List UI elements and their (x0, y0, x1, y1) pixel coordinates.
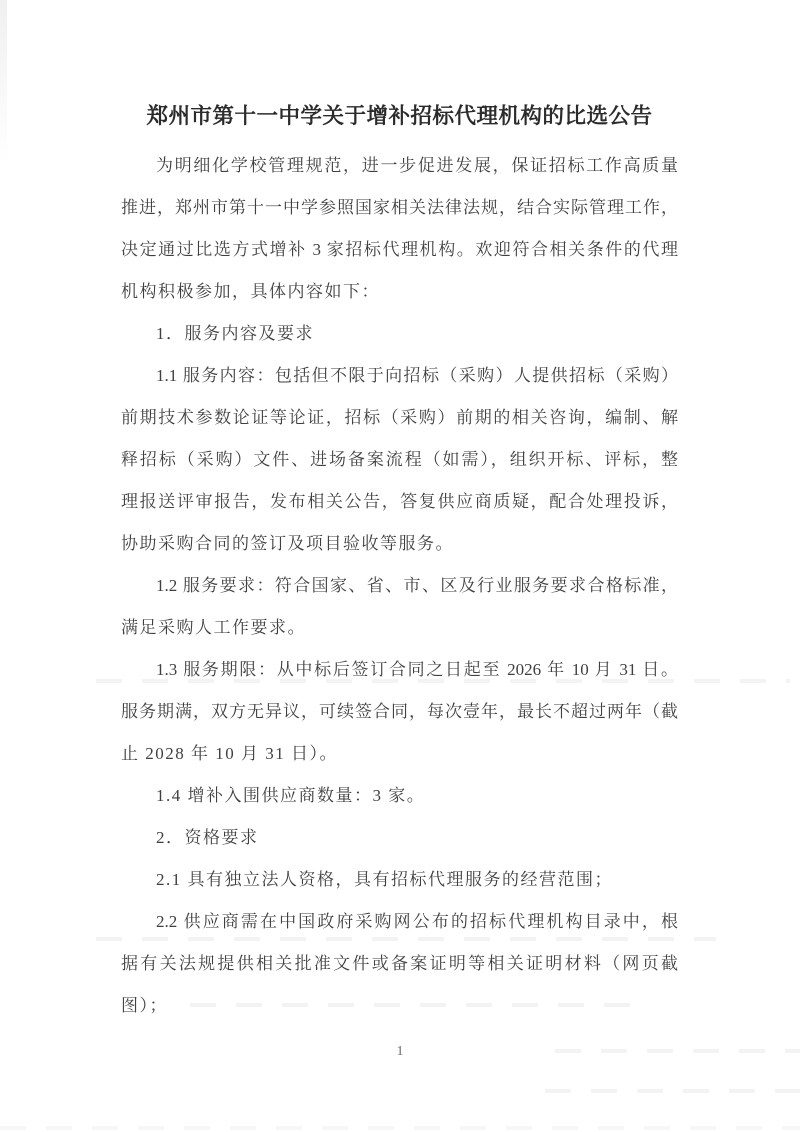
text-line: 服务期满，双方无异议，可续签合同，每次壹年，最长不超过两年（截 (121, 702, 678, 721)
page-number: 1 (396, 1044, 404, 1059)
scan-artifact (190, 1003, 630, 1007)
text-line: 1.2 服务要求：符合国家、省、市、区及行业服务要求合格标准， (156, 576, 678, 595)
text-line: 1.1 服务内容：包括但不限于向招标（采购）人提供招标（采购） (156, 366, 678, 385)
text-line: 为明细化学校管理规范，进一步促进发展，保证招标工作高质量 (156, 156, 678, 175)
text-line: 图）； (121, 996, 168, 1015)
text-line: 推进，郑州市第十一中学参照国家相关法律法规，结合实际管理工作， (121, 198, 678, 217)
text-line: 协助采购合同的签订及项目验收等服务。 (121, 534, 454, 553)
document-body (121, 145, 678, 1027)
section-heading-line: 2．资格要求 (156, 828, 259, 847)
scan-artifact (0, 1126, 800, 1130)
text-line: 2.1 具有独立法人资格，具有招标代理服务的经营范围； (156, 870, 613, 889)
text-line: 2.2 供应商需在中国政府采购网公布的招标代理机构目录中，根 (156, 912, 678, 931)
scan-artifact (555, 1049, 800, 1053)
document-title: 郑州市第十一中学关于增补招标代理机构的比选公告 (146, 104, 653, 128)
scan-artifact (96, 679, 790, 683)
text-line: 机构积极参加，具体内容如下： (121, 282, 380, 301)
scan-artifact (545, 1089, 800, 1093)
text-line: 前期技术参数论证等论证，招标（采购）前期的相关咨询，编制、解 (121, 408, 678, 427)
text-line: 据有关法规提供相关批准文件或备案证明等相关证明材料（网页截 (121, 954, 678, 973)
scan-edge-shadow (0, 0, 7, 165)
text-line: 理报送评审报告，发布相关公告，答复供应商质疑，配合处理投诉， (121, 492, 678, 511)
text-line: 满足采购人工作要求。 (121, 618, 306, 637)
text-line: 1.3 服务期限：从中标后签订合同之日起至 2026 年 10 月 31 日。 (156, 660, 678, 679)
text-line: 1.4 增补入围供应商数量：3 家。 (156, 786, 426, 805)
text-line: 决定通过比选方式增补 3 家招标代理机构。欢迎符合相关条件的代理 (121, 240, 678, 259)
section-heading-line: 1．服务内容及要求 (156, 324, 314, 343)
text-line: 释招标（采购）文件、进场备案流程（如需），组织开标、评标，整 (121, 450, 678, 469)
scan-artifact (96, 937, 716, 941)
text-line: 止 2028 年 10 月 31 日）。 (121, 744, 338, 763)
